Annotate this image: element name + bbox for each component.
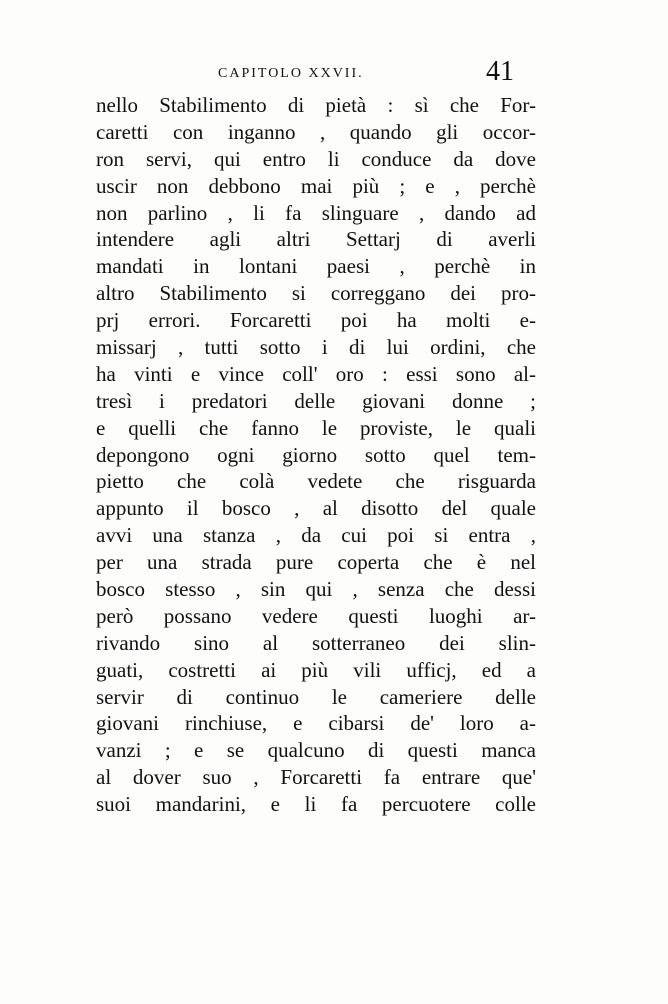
text-line: caretti con inganno , quando gli occor-	[96, 119, 536, 144]
text-line: al dover suo , Forcaretti fa entrare que'	[96, 765, 536, 790]
text-line: guati, costretti ai più vili ufficj, ed a	[96, 657, 536, 682]
text-line: servir di continuo le cameriere delle	[96, 684, 536, 709]
text-line: appunto il bosco , al disotto del quale	[96, 496, 536, 521]
page-number: 41	[486, 56, 514, 87]
text-line: missarj , tutti sotto i di lui ordini, che	[96, 335, 536, 360]
text-line: ha vinti e vince coll' oro : essi sono al-	[96, 361, 536, 386]
text-line: tresì i predatori delle giovani donne ;	[96, 388, 536, 413]
text-line: prj errori. Forcaretti poi ha molti e-	[96, 308, 536, 333]
text-line: bosco stesso , sin qui , senza che dessi	[96, 577, 536, 602]
text-line: pietto che colà vedete che risguarda	[96, 469, 536, 494]
text-line: altro Stabilimento si correggano dei pro-	[96, 281, 536, 306]
text-line: rivando sino al sotterraneo dei slin-	[96, 630, 536, 655]
text-line: nello Stabilimento di pietà : sì che For-	[96, 93, 536, 117]
text-line: uscir non debbono mai più ; e , perchè	[96, 173, 536, 198]
text-line: avvi una stanza , da cui poi si entra ,	[96, 523, 536, 548]
text-line: non parlino , li fa slinguare , dando ad	[96, 200, 536, 225]
page-header	[96, 56, 536, 96]
text-line: suoi mandarini, e li fa percuotere colle	[96, 792, 536, 817]
text-line: ron servi, qui entro li conduce da dove	[96, 146, 536, 171]
text-line: però possano vedere questi luoghi ar-	[96, 603, 536, 628]
text-line: vanzi ; e se qualcuno di questi manca	[96, 738, 536, 763]
text-line: giovani rinchiuse, e cibarsi de' loro a-	[96, 711, 536, 736]
running-head: CAPITOLO XXVII.	[218, 66, 364, 81]
text-line: e quelli che fanno le proviste, le quali	[96, 415, 536, 440]
text-line: per una strada pure coperta che è nel	[96, 550, 536, 575]
text-line: depongono ogni giorno sotto quel tem-	[96, 442, 536, 467]
text-line: intendere agli altri Settarj di averli	[96, 227, 536, 252]
text-line: mandati in lontani paesi , perchè in	[96, 254, 536, 279]
body-text	[96, 92, 536, 818]
